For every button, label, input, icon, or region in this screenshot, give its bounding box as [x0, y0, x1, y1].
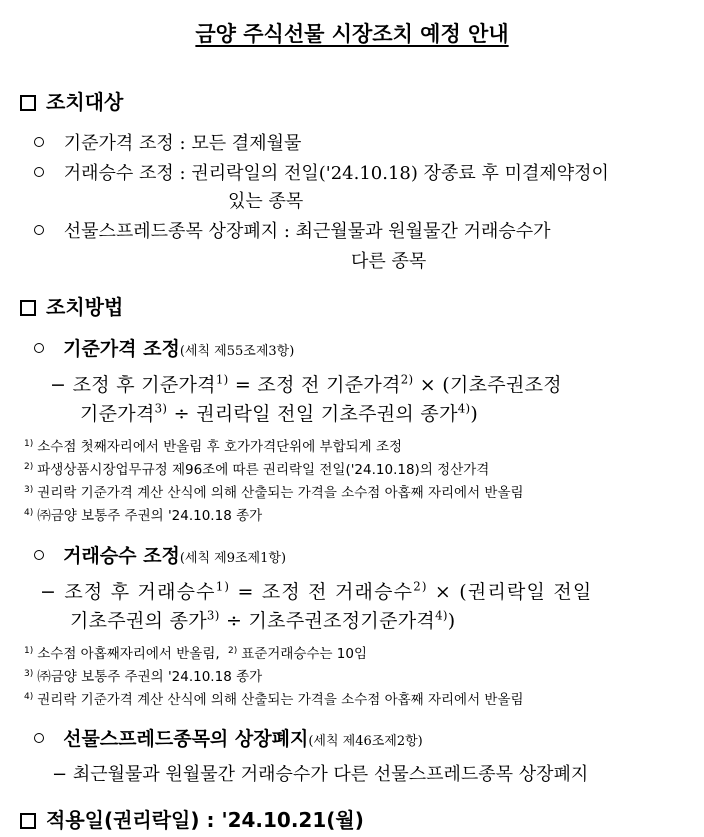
formula-multiplier-line1: − 조정 후 거래승수$^{1)}$ = 조정 전 거래승수$^{2)}$ × (권리락일 전일: [40, 579, 593, 603]
footnote: $^{1)}$ 소수점 첫째자리에서 반올림 후 호가가격단위에 부합되게 조정: [24, 439, 403, 455]
spread-delisting-text: − 최근월물과 원월물간 거래승수가 다른 선물스프레드종목 상장폐지: [52, 764, 589, 785]
circle-bullet-icon: [34, 225, 44, 235]
page-title: 금양 주식선물 시장조치 예정 안내: [195, 22, 509, 46]
circle-bullet-icon: [34, 167, 44, 177]
sub-multiplier-heading: 거래승수 조정(세칙 제9조제1항): [34, 541, 286, 568]
footnote: $^{2)}$ 파생상품시장업무규정 제96조에 따른 권리락일 전일('24.10.18)의 정산가격: [24, 462, 490, 478]
sub-spread-delisting-heading: 선물스프레드종목의 상장폐지(세칙 제46조제2항): [34, 724, 423, 751]
circle-bullet-icon: [34, 343, 44, 353]
section-targets-heading: 조치대상: [20, 86, 123, 115]
section-methods-heading: 조치방법: [20, 291, 123, 320]
dash-bullet: −: [50, 374, 67, 396]
target-item-multiplier: 거래승수 조정 : 권리락일의 전일('24.10.18) 장종료 후 미결제약정이: [34, 159, 609, 185]
circle-bullet-icon: [34, 550, 44, 560]
formula-base-price-line1: − 조정 후 기준가격$^{1)}$ = 조정 전 기준가격$^{2)}$ × (기초주권조정: [50, 372, 562, 396]
formula-base-price-line2: 기준가격$^{3)}$ ÷ 권리락일 전일 기초주권의 종가$^{4)}$): [80, 401, 479, 425]
dash-bullet: −: [40, 581, 58, 603]
circle-bullet-icon: [34, 137, 44, 147]
target-item-multiplier-cont: 있는 종목: [228, 191, 304, 212]
footnote: $^{3)}$ ㈜금양 보통주 주권의 '24.10.18 종가: [24, 669, 263, 685]
target-item-spread-cont: 다른 종목: [351, 251, 427, 272]
dash-bullet: −: [52, 764, 68, 785]
checkbox-square-icon: [20, 95, 36, 111]
footnote: $^{4)}$ ㈜금양 보통주 주권의 '24.10.18 종가: [24, 508, 263, 524]
circle-bullet-icon: [34, 733, 44, 743]
footnote: $^{3)}$ 권리락 기준가격 계산 산식에 의해 산출되는 가격을 소수점 아홉째 자리에서 반올림: [24, 485, 524, 501]
checkbox-square-icon: [20, 813, 36, 829]
footnote: $^{1)}$ 소수점 아홉째자리에서 반올림, $^{2)}$ 표준거래승수는 10임: [24, 646, 368, 662]
section-effective-date: 적용일(권리락일) : '24.10.21(월): [20, 804, 364, 833]
target-item-spread-delisting: 선물스프레드종목 상장폐지 : 최근월물과 원월물간 거래승수가: [34, 217, 551, 243]
formula-multiplier-line2: 기초주권의 종가$^{3)}$ ÷ 기초주권조정기준가격$^{4)}$): [70, 608, 456, 632]
checkbox-square-icon: [20, 300, 36, 316]
footnote: $^{4)}$ 권리락 기준가격 계산 산식에 의해 산출되는 가격을 소수점 아홉째 자리에서 반올림: [24, 692, 524, 708]
target-item-base-price: 기준가격 조정 : 모든 결제월물: [34, 129, 301, 155]
sub-base-price-heading: 기준가격 조정(세칙 제55조제3항): [34, 334, 294, 361]
